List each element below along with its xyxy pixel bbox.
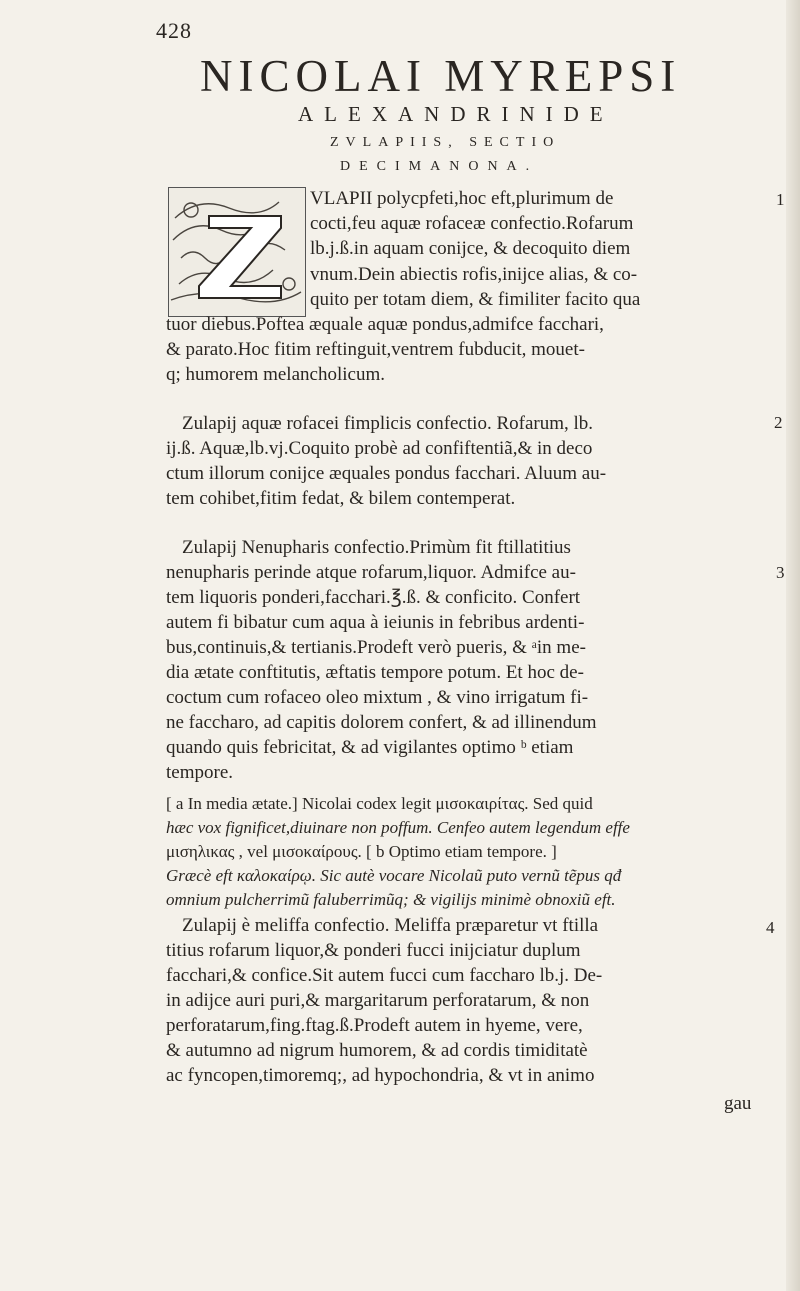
text-line: ac fyncopen,timoremq;, ad hypochondria, & vt in animo bbox=[166, 1065, 595, 1086]
note-line: μισηλικας , vel μισοκαίρους. [ b Optimo etiam tempore. ] bbox=[166, 842, 557, 861]
text-line: coctum cum rofaceo oleo mixtum , & vino irrigatum fi- bbox=[166, 687, 589, 708]
text-line: Zulapij Nenupharis confectio.Primùm fit ftillatitius bbox=[182, 537, 571, 558]
text-line: tem liquoris ponderi,facchari.℥.ß. & conficito. Confert bbox=[166, 587, 581, 608]
text-line: perforatarum,fing.ftag.ß.Prodeft autem in hyeme, vere, bbox=[166, 1015, 583, 1036]
title-author: NICOLAI MYREPSI bbox=[200, 51, 682, 101]
text-line: dia ætate conftitutis, æftatis tempore potum. Et hoc de- bbox=[166, 662, 584, 683]
decorated-initial bbox=[168, 187, 306, 317]
text-line: nenupharis perinde atque rofarum,liquor. Admifce au- bbox=[166, 562, 576, 583]
text-line: Zulapij è meliffa confectio. Meliffa præparetur vt ftilla bbox=[182, 915, 599, 936]
page-number: 428 bbox=[156, 18, 192, 43]
note-line: Græcè eft καλοκαίρῳ. Sic autè vocare Nicolaũ puto vernũ tẽpus qđ bbox=[166, 866, 622, 885]
ornament-illustration bbox=[169, 188, 305, 316]
text-line: facchari,& confice.Sit autem fucci cum faccharo lb.j. De- bbox=[166, 965, 603, 986]
svg-text:Z: Z bbox=[175, 208, 176, 209]
text-line: q; humorem melancholicum. bbox=[166, 364, 385, 385]
text-line: VLAPII polycpfeti,hoc eft,plurimum de bbox=[310, 188, 614, 209]
text-line: tem cohibet,fitim fedat, & bilem contemperat. bbox=[166, 488, 516, 509]
title-section: DECIMANONA. bbox=[340, 159, 539, 174]
text-line: titius rofarum liquor,& ponderi fucci inijciatur duplum bbox=[166, 940, 581, 961]
margin-number: 4 bbox=[766, 918, 775, 937]
note-line: [ a In media ætate.] Nicolai codex legit μισοκαιρίτας. Sed quid bbox=[166, 794, 593, 813]
text-line: tempore. bbox=[166, 762, 234, 783]
text-line: autem fi bibatur cum aqua à ieiunis in febribus ardenti- bbox=[166, 612, 585, 633]
title-subject: ZVLAPIIS, SECTIO bbox=[330, 135, 561, 150]
text-line: ctum illorum conijce æquales pondus facchari. Aluum au- bbox=[166, 463, 607, 484]
text-line: lb.j.ß.in aquam conijce, & decoquito diem bbox=[310, 238, 631, 259]
text-line: tuor diebus.Poftea æquale aquæ pondus,admifce facchari, bbox=[166, 314, 604, 335]
text-line: & autumno ad nigrum humorem, & ad cordis timiditatè bbox=[166, 1040, 588, 1061]
text-line: & parato.Hoc fitim reftinguit,ventrem fubducit, mouet- bbox=[166, 339, 585, 360]
text-line: in adijce auri puri,& margaritarum perforatarum, & non bbox=[166, 990, 590, 1011]
text-line: quito per totam diem, & fimiliter facito qua bbox=[310, 289, 641, 310]
text-line: quando quis febricitat, & ad vigilantes optimo ᵇ etiam bbox=[166, 737, 574, 758]
margin-number: 3 bbox=[776, 563, 785, 582]
margin-number: 2 bbox=[774, 413, 783, 432]
note-line: omnium pulcherrimũ faluberrimũq; & vigilijs minimè obnoxiũ eft. bbox=[166, 890, 616, 909]
note-line: hæc vox fignificet,diuinare non poffum. Cenfeo autem legendum effe bbox=[166, 818, 630, 837]
page-edge bbox=[786, 0, 800, 1291]
title-surname: ALEXANDRINIDE bbox=[298, 102, 614, 126]
text-line: bus,continuis,& tertianis.Prodeft verò pueris, & ᵃin me- bbox=[166, 637, 586, 658]
margin-number: 1 bbox=[776, 190, 785, 209]
text-line: ij.ß. Aquæ,lb.vj.Coquito probè ad confiftentiã,& in deco bbox=[166, 438, 593, 459]
text-line: Zulapij aquæ rofacei fimplicis confectio. Rofarum, lb. bbox=[182, 413, 594, 434]
text-line: ne faccharo, ad capitis dolorem confert, & ad illinendum bbox=[166, 712, 597, 733]
text-line: cocti,feu aquæ rofaceæ confectio.Rofarum bbox=[310, 213, 634, 234]
catchword: gau bbox=[724, 1093, 752, 1114]
text-line: vnum.Dein abiectis rofis,inijce alias, & co- bbox=[310, 264, 638, 285]
